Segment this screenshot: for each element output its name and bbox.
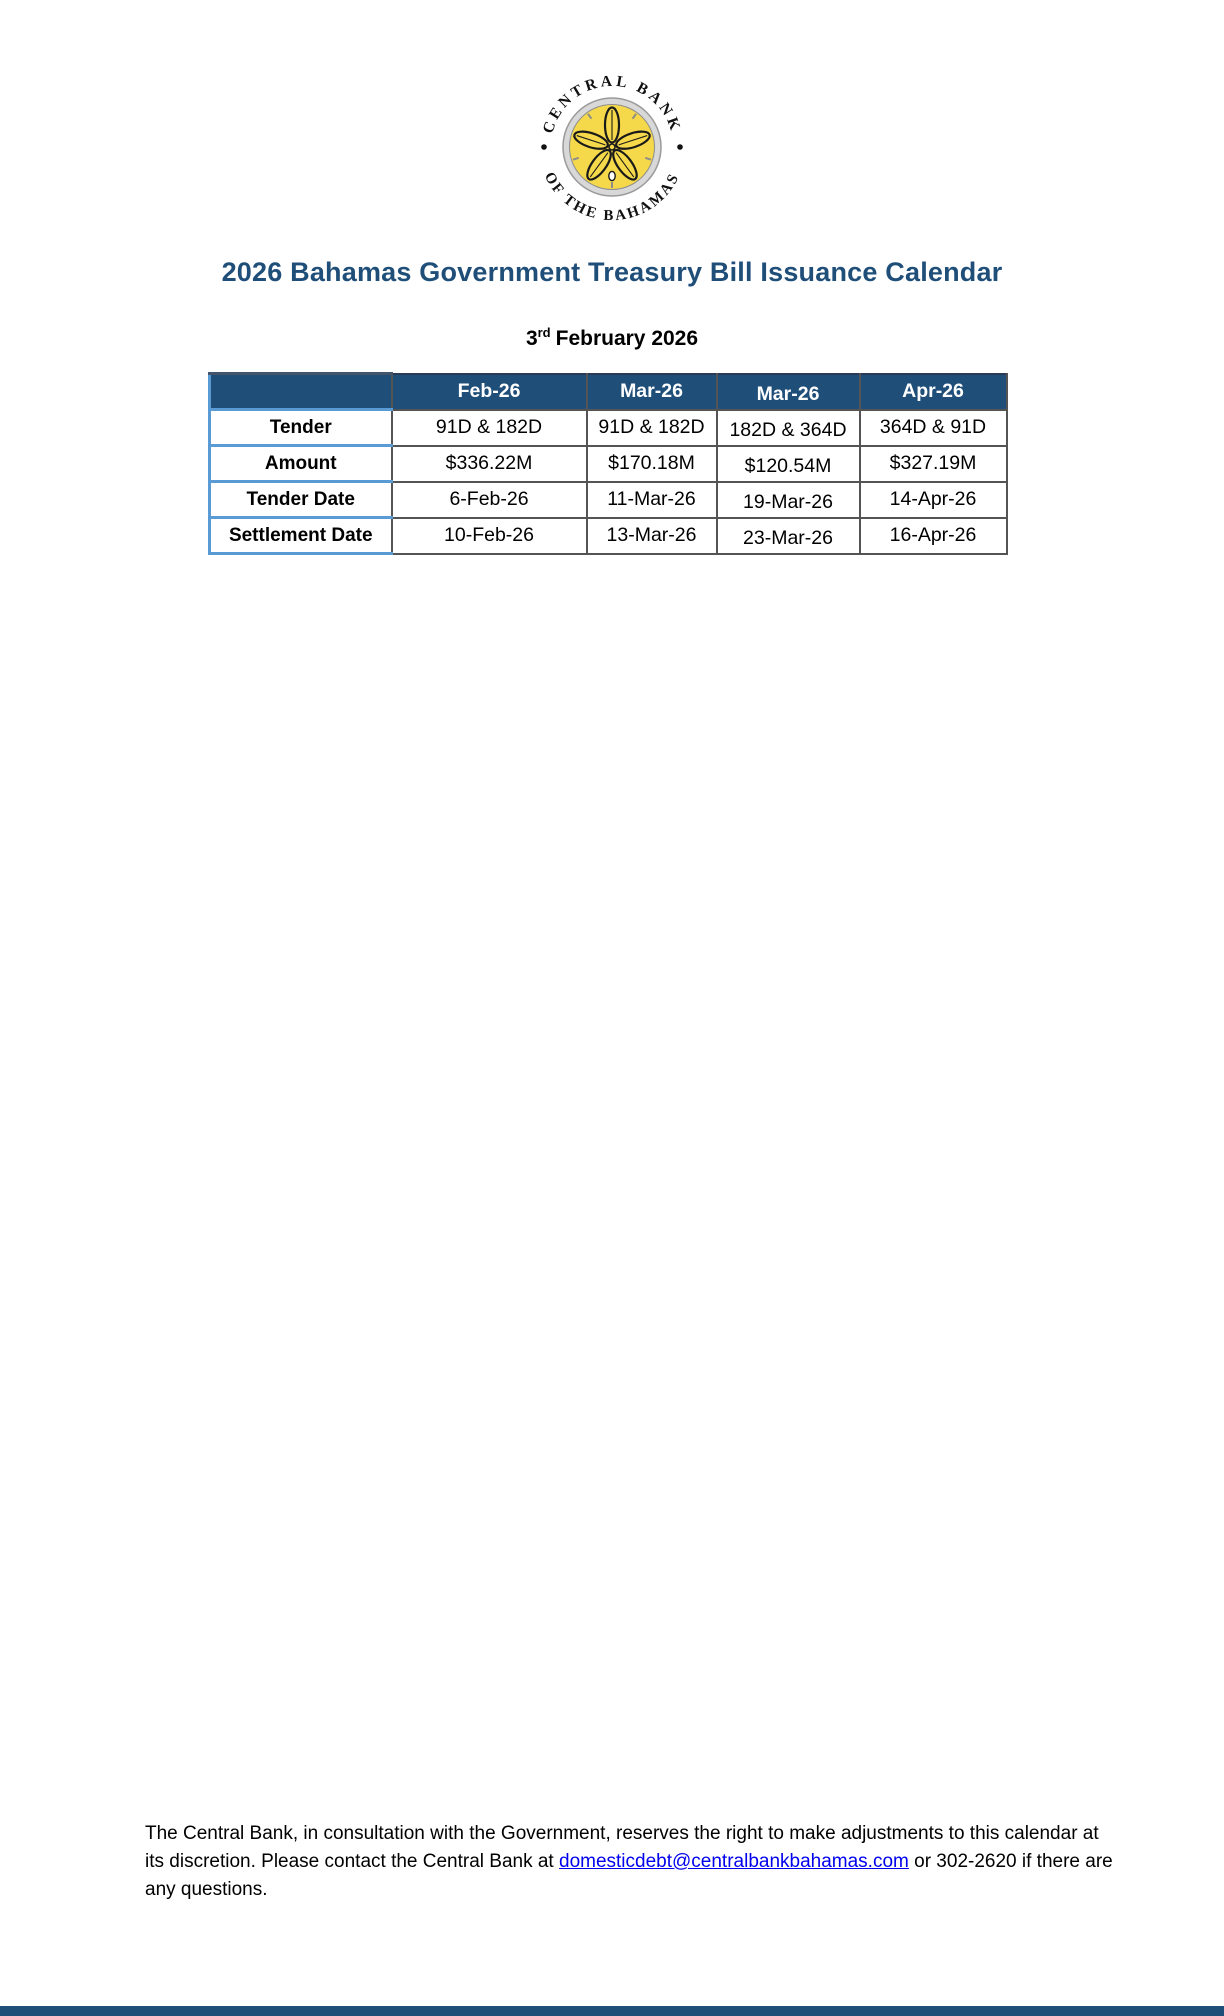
- row-label-tender-date: Tender Date: [210, 482, 392, 518]
- table-row-amount: [210, 446, 1007, 482]
- table-cell: 23-Mar-26: [717, 518, 860, 554]
- disclaimer-line-1: The Central Bank, in consultation with the Government, reserves the right to make adjustments to this calendar at: [145, 1823, 1099, 1844]
- page-title: 2026 Bahamas Government Treasury Bill Issuance Calendar: [221, 257, 1003, 287]
- table-cell: 6-Feb-26: [392, 482, 587, 518]
- date-month-year: February 2026: [555, 327, 699, 350]
- table-cell: 14-Apr-26: [860, 482, 1007, 518]
- disclaimer-line-2-post: or 302-2620 if there are: [908, 1851, 1113, 1872]
- logo-left-dot-icon: [541, 144, 547, 150]
- table-row-settlement-date: [210, 518, 1007, 554]
- disclaimer-line-2: [145, 1848, 1135, 1876]
- table-header-row: [210, 374, 1007, 410]
- table-cell: 11-Mar-26: [587, 482, 717, 518]
- table-cell: 19-Mar-26: [717, 482, 860, 518]
- logo-right-dot-icon: [677, 144, 683, 150]
- table-row-tender-date: [210, 482, 1007, 518]
- disclaimer-line-2-pre: its discretion. Please contact the Central Bank at: [145, 1851, 559, 1872]
- table-cell: 16-Apr-26: [860, 518, 1007, 554]
- disclaimer-line-3: any questions.: [145, 1879, 268, 1900]
- table-cell: 182D & 364D: [717, 410, 860, 446]
- issuance-date: [0, 325, 1224, 351]
- logo-top-arc-text: CENTRAL BANK: [539, 72, 685, 136]
- issuance-table: [208, 372, 1008, 555]
- central-bank-logo: [527, 62, 697, 232]
- row-label-amount: Amount: [210, 446, 392, 482]
- row-label-settlement-date: Settlement Date: [210, 518, 392, 554]
- table-cell: 91D & 182D: [392, 410, 587, 446]
- table-cell: $327.19M: [860, 446, 1007, 482]
- table-cell: $336.22M: [392, 446, 587, 482]
- table-row-tender: [210, 410, 1007, 446]
- disclaimer-text: [145, 1820, 1135, 1904]
- date-day: 3: [525, 327, 538, 350]
- table-cell: 10-Feb-26: [392, 518, 587, 554]
- row-label-tender: Tender: [210, 410, 392, 446]
- table-cell: 91D & 182D: [587, 410, 717, 446]
- logo-bottom-arc-text: OF THE BAHAMAS: [540, 169, 684, 225]
- date-ordinal: rd: [537, 325, 551, 340]
- sand-dollar-emblem: [563, 98, 661, 196]
- table-cell: $170.18M: [587, 446, 717, 482]
- column-header-mar-26-a: Mar-26: [587, 374, 717, 410]
- column-header-mar-26-b: Mar-26: [717, 374, 860, 410]
- table-cell: 364D & 91D: [860, 410, 1007, 446]
- table-cell: 13-Mar-26: [587, 518, 717, 554]
- page-footer-bar: [0, 2006, 1224, 2016]
- corner-cell: [210, 374, 392, 410]
- column-header-apr-26: Apr-26: [860, 374, 1007, 410]
- table-cell: $120.54M: [717, 446, 860, 482]
- contact-email-link[interactable]: domesticdebt@centralbankbahamas.com: [559, 1851, 909, 1872]
- column-header-feb-26: Feb-26: [392, 374, 587, 410]
